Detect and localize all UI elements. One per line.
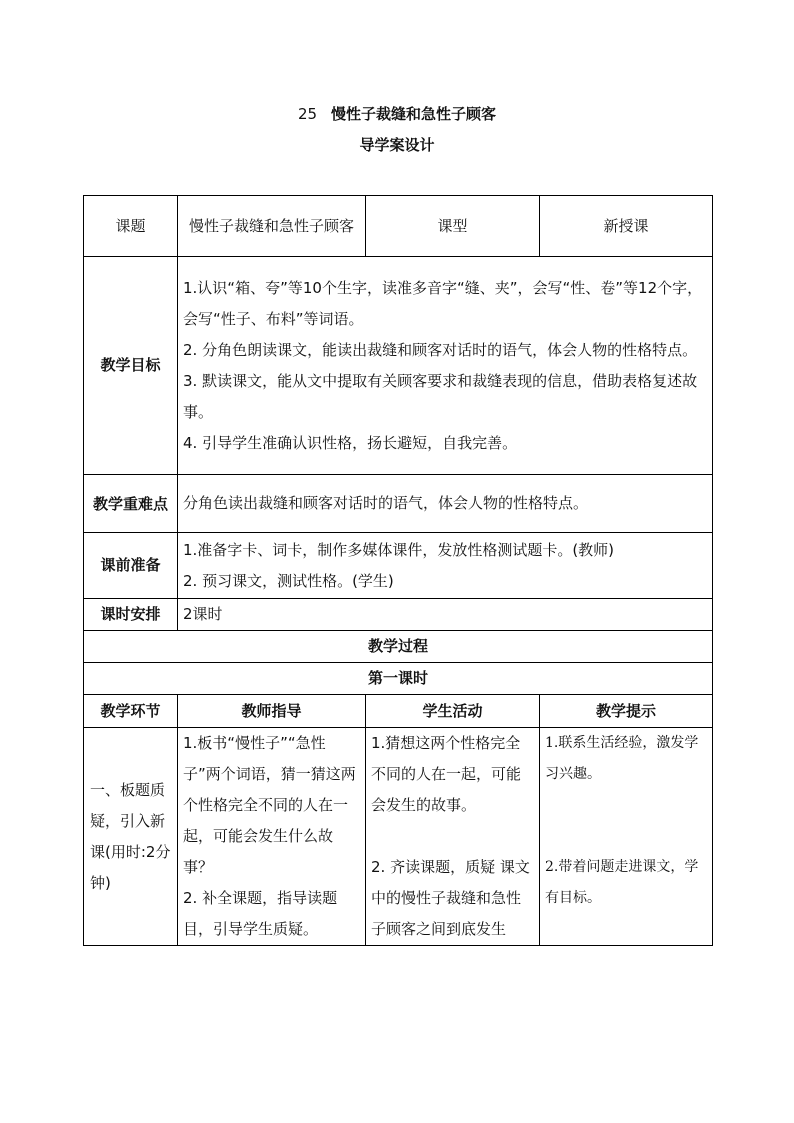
period-heading: 第一课时 xyxy=(84,663,713,695)
schedule-label: 课时安排 xyxy=(84,599,178,631)
key-points-value: 分角色读出裁缝和顾客对话时的语气，体会人物的性格特点。 xyxy=(178,475,713,533)
student-step: 2. 齐读课题，质疑 课文中的慢性子裁缝和急性子顾客之间到底发生 xyxy=(371,858,530,938)
preparation-label: 课前准备 xyxy=(84,533,178,599)
goals-cell xyxy=(178,257,713,475)
topic-row xyxy=(84,196,713,257)
process-row xyxy=(84,728,713,946)
student-activity-cell xyxy=(366,728,540,946)
process-header-row xyxy=(84,695,713,728)
column-header-teacher: 教师指导 xyxy=(178,695,366,728)
column-header-stage: 教学环节 xyxy=(84,695,178,728)
goals-row xyxy=(84,257,713,475)
document-title xyxy=(0,103,794,124)
column-header-hints: 教学提示 xyxy=(540,695,713,728)
spacer xyxy=(545,790,707,852)
column-header-student: 学生活动 xyxy=(366,695,540,728)
hint-item: 2.带着问题走进课文，学有目标。 xyxy=(545,859,699,906)
preparation-item: 2. 预习课文，测试性格。(学生) xyxy=(183,571,394,590)
preparation-item: 1.准备字卡、词卡，制作多媒体课件，发放性格测试题卡。(教师) xyxy=(183,540,615,559)
goal-item: 1.认识“箱、夸”等10个生字，读准多音字“缝、夹”，会写“性、卷”等12个字，会写“性子、布料”等词语。 xyxy=(183,278,703,328)
goal-item: 3. 默读课文，能从文中提取有关顾客要求和裁缝表现的信息，借助表格复述故事。 xyxy=(183,371,698,421)
type-label: 课型 xyxy=(366,196,540,257)
preparation-cell xyxy=(178,533,713,599)
teacher-step: 1.板书“慢性子”“急性子”两个词语，猜一猜这两个性格完全不同的人在一起，可能会发生什么故事？ xyxy=(183,734,356,876)
type-value: 新授课 xyxy=(540,196,713,257)
goal-item: 2. 分角色朗读课文，能读出裁缝和顾客对话时的语气，体会人物的性格特点。 xyxy=(183,340,698,359)
teacher-guidance-cell xyxy=(178,728,366,946)
document-subtitle: 导学案设计 xyxy=(359,136,435,154)
spacer xyxy=(371,821,534,852)
hint-item: 1.联系生活经验，激发学习兴趣。 xyxy=(545,735,699,782)
key-points-label: 教学重难点 xyxy=(84,475,178,533)
preparation-row xyxy=(84,533,713,599)
schedule-row xyxy=(84,599,713,631)
student-step: 1.猜想这两个性格完全不同的人在一起，可能会发生的故事。 xyxy=(371,734,522,814)
key-points-row xyxy=(84,475,713,533)
lesson-plan-table xyxy=(83,195,713,946)
teaching-hints-cell xyxy=(540,728,713,946)
goal-item: 4. 引导学生准确认识性格，扬长避短，自我完善。 xyxy=(183,433,518,452)
topic-label: 课题 xyxy=(84,196,178,257)
topic-value: 慢性子裁缝和急性子顾客 xyxy=(178,196,366,257)
lesson-number: 25 xyxy=(297,105,318,123)
process-heading-row xyxy=(84,631,713,663)
teacher-step: 2. 补全课题，指导读题目，引导学生质疑。 xyxy=(183,889,338,938)
goals-label: 教学目标 xyxy=(84,257,178,475)
process-heading: 教学过程 xyxy=(84,631,713,663)
schedule-value: 2课时 xyxy=(178,599,713,631)
period-heading-row xyxy=(84,663,713,695)
lesson-title: 慢性子裁缝和急性子顾客 xyxy=(331,105,497,123)
stage-cell: 一、板题质疑，引入新课(用时:2分钟) xyxy=(84,728,178,946)
